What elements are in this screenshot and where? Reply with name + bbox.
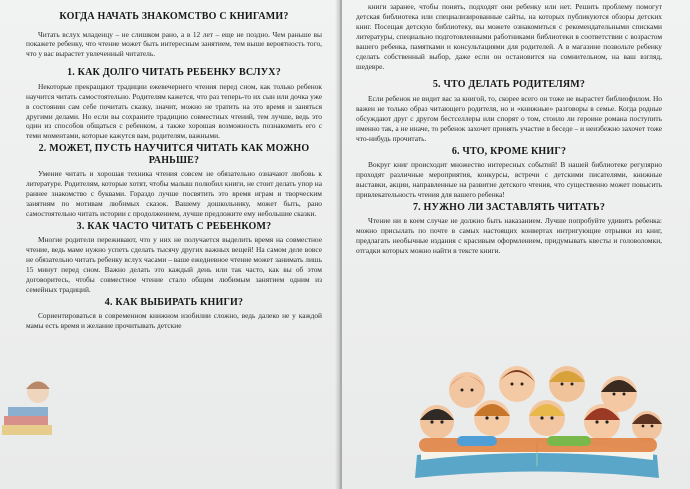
section-3-heading: 3. КАК ЧАСТО ЧИТАТЬ С РЕБЕНКОМ? xyxy=(76,220,272,232)
right-page xyxy=(342,0,690,489)
section-4-heading: 4. КАК ВЫБИРАТЬ КНИГИ? xyxy=(104,296,244,308)
left-page xyxy=(0,0,340,489)
section-4-text: Сориентироваться в современном книжном изобилии сложно, ведь далеко не у каждой мамы есть время и желание прочитывать детские xyxy=(26,311,322,331)
books-stack-illustration xyxy=(0,356,70,446)
section-7-text: Чтение ни в коем случае не должно быть наказанием. Лучше попробуйте удивить ребенка: можно присылать по почте в самых настоящих конвертах интригующие отрывки из книг, предлагать необычные издания с красивым оформлением, придумывать квесты и головоломки, отгадки которых можно найти в тексте книги. xyxy=(356,216,662,256)
section-5-heading: 5. ЧТО ДЕЛАТЬ РОДИТЕЛЯМ? xyxy=(432,79,586,91)
intro-paragraph: Читать вслух младенцу – не слишком рано, а в 12 лет – еще не поздно. Чем раньше вы покажете ребенку, что чтение может быть интересным занятием, тем выше вероятность того, что у вас вырастет увлеченный читатель. xyxy=(26,29,322,59)
section-1-heading: 1. КАК ДОЛГО ЧИТАТЬ РЕБЕНКУ ВСЛУХ? xyxy=(67,67,281,79)
section-6-text: Вокруг книг происходит множество интересных событий! В нашей библиотеке регулярно проходят различные мероприятия, конкурсы, встречи с детскими писателями, книжные выставки, акции, направленные на развитие детского чтения, что существенно может повысить привлекательность чтения для вашего ребенка! xyxy=(356,160,662,199)
section-3-text: Многие родители переживают, что у них не получается выделить время на совместное чтение, ведь маме нужно успеть сделать тысячу других важных вещей! На самом деле вовсе не обязательно читать ребенку вслух часами – ваше ежедневное чтение может занимать лишь 15 минут перед сном. Важно делать это каждый день или так часто, как вы об этом договоритесь, чтобы совместное чтение стало общим любимым занятием одним из семейных традиций. xyxy=(26,235,322,295)
section-2-text: Умение читать и хорошая техника чтения совсем не обязательно означают любовь к литературе. Родителям, которые хотят, чтобы малыш полюбил книги, не стоит делать упор на раннее знакомство с буквами. Гораздо лучше посвятить это время играм и творческим занятиям по мотивам любимых сказок. Вашему дошкольнику, может быть, рано самостоятельно читать истории с продолжением, лучше предложите ему небольшие сказки. xyxy=(26,169,322,218)
section-7-heading: 7. НУЖНО ЛИ ЗАСТАВЛЯТЬ ЧИТАТЬ? xyxy=(412,201,606,213)
continuation-paragraph: книги заранее, чтобы понять, подходят они ребенку или нет. Решить проблему помогут детская библиотека или специализированные сайты, на которых публикуются обзоры детских книг. Посещая детскую библиотеку, вы можете ознакомиться с рекомендательными списками литературы, специально подготовленными работниками библиотеки в соответствии с возрастом вашего ребенка, памятками и консультациями для родителей. А в магазине позвольте ребенку сделать собственный выбор, даже если он остановится на сомнительном, на ваш взгляд, шедевре. xyxy=(356,2,662,71)
section-2-heading: 2. МОЖЕТ, ПУСТЬ НАУЧИТСЯ ЧИТАТЬ КАК МОЖНО РАНЬШЕ? xyxy=(38,143,310,166)
section-1-text: Некоторые прекращают традиции ежевечернего чтения перед сном, как только ребенок научится читать самостоятельно. Родителям кажется, что раз теперь-то их сын или дочка уже в состоянии сам себе почитать сказку, значит, можно не тратить на это время и заняться другими делами. Но если вы сохраните традицию совместных чтений, тем лучше, ведь это один из способов общаться с ребенком, а также хорошая возможность познакомить его с теми моментами, которые кажутся вам, родителям, важными. xyxy=(26,81,322,141)
section-6-heading: 6. ЧТО, КРОМЕ КНИГ? xyxy=(451,145,567,157)
section-5-text: Если ребенок не видит вас за книгой, то, скорее всего он тоже не вырастет библиофилом. Но важен не только образ читающего родителя, но и «книжные» разговоры в семье. Когда родные обсуждают друг с другом бестселлеры или спорят о том, стоило ли героине романа поступить именно так, а не иначе, то ребенок захочет принять участие в беседе – и неизбежно захочет тоже что-нибудь прочитать. xyxy=(356,93,662,143)
reading-children-illustration xyxy=(397,360,677,485)
main-title: КОГДА НАЧАТЬ ЗНАКОМСТВО С КНИГАМИ? xyxy=(59,11,289,22)
